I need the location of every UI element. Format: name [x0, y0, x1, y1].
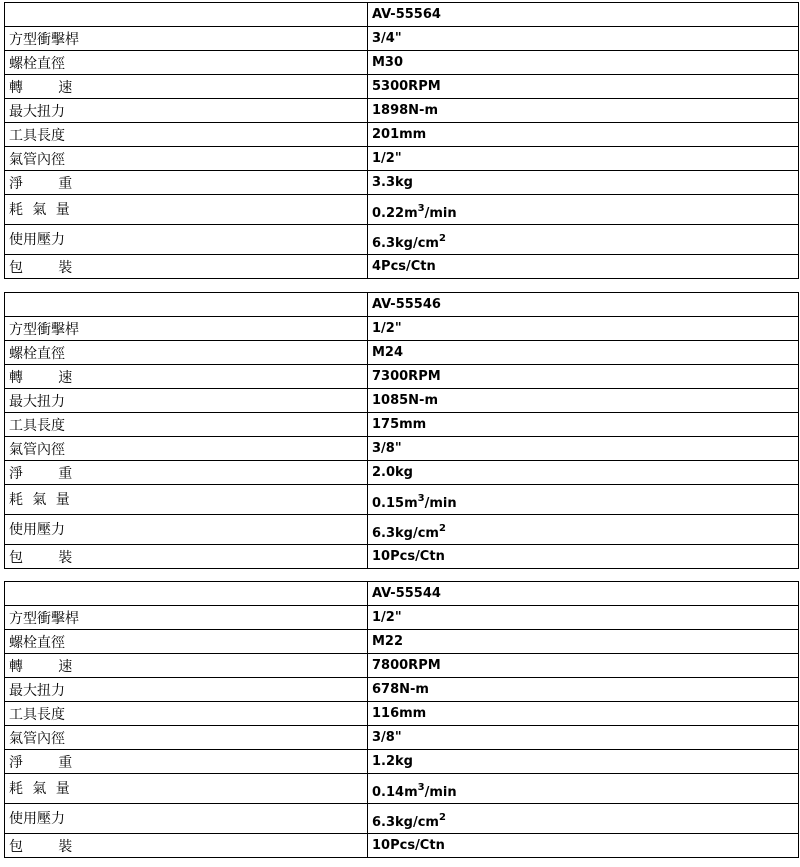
spec-label: 方型衝擊桿: [5, 606, 368, 630]
spec-row: [5, 99, 799, 123]
spec-value-text: 3/8": [372, 441, 402, 456]
spec-label: 螺栓直徑: [5, 630, 368, 654]
spec-value-text: M30: [372, 55, 404, 70]
spec-value-text: M24: [372, 345, 404, 360]
spec-value: [368, 389, 799, 413]
spec-label: 使用壓力: [5, 804, 368, 834]
unit-superscript: 3: [417, 782, 425, 793]
spec-value: [368, 27, 799, 51]
spec-value: [368, 726, 799, 750]
spec-value: [368, 51, 799, 75]
spec-row: [5, 389, 799, 413]
spec-value-text: 10Pcs/Ctn: [372, 549, 445, 564]
spec-value: [368, 834, 799, 858]
unit-superscript: 3: [417, 203, 425, 214]
spec-value-text: 3/8": [372, 730, 402, 745]
unit-suffix: /min: [424, 785, 457, 800]
unit-superscript: 2: [438, 523, 446, 534]
spec-value: [368, 515, 799, 545]
spec-label: 耗 氣 量: [5, 195, 368, 225]
spec-label: 最大扭力: [5, 389, 368, 413]
spec-value-text: 0.14m: [372, 785, 418, 800]
spec-value: [368, 99, 799, 123]
spec-table: [4, 292, 799, 569]
spec-value: [368, 485, 799, 515]
spec-value: [368, 678, 799, 702]
spec-value-text: 1/2": [372, 151, 402, 166]
spec-value-text: 7800RPM: [372, 658, 441, 673]
spec-row: [5, 51, 799, 75]
spec-row: [5, 437, 799, 461]
spec-label: 使用壓力: [5, 515, 368, 545]
spec-label: 包 裝: [5, 545, 368, 569]
spec-value-text: 7300RPM: [372, 369, 441, 384]
spec-value-text: 175mm: [372, 417, 427, 432]
spec-row: [5, 341, 799, 365]
spec-label: 轉 速: [5, 654, 368, 678]
spec-value: [368, 171, 799, 195]
model-number: AV-55564: [368, 3, 799, 27]
spec-value: [368, 341, 799, 365]
spec-row: [5, 702, 799, 726]
spec-value-text: 1.2kg: [372, 754, 413, 769]
spec-row: [5, 545, 799, 569]
spec-row: [5, 515, 799, 545]
spec-row: [5, 75, 799, 99]
spec-value-text: 116mm: [372, 706, 427, 721]
header-empty-cell: [5, 582, 368, 606]
spec-value-text: 6.3kg/cm: [372, 236, 439, 251]
spec-row: [5, 606, 799, 630]
model-number: AV-55546: [368, 293, 799, 317]
spec-label: 最大扭力: [5, 678, 368, 702]
spec-value: [368, 437, 799, 461]
spec-label: 氣管內徑: [5, 726, 368, 750]
unit-superscript: 2: [438, 233, 446, 244]
spec-label: 淨 重: [5, 750, 368, 774]
spec-value-text: 678N-m: [372, 682, 429, 697]
spec-row: [5, 317, 799, 341]
spec-value-text: 6.3kg/cm: [372, 815, 439, 830]
model-header-row: [5, 293, 799, 317]
model-header-row: [5, 3, 799, 27]
header-empty-cell: [5, 3, 368, 27]
model-header-row: [5, 582, 799, 606]
spec-value: [368, 317, 799, 341]
spec-row: [5, 27, 799, 51]
spec-value-text: 201mm: [372, 127, 427, 142]
spec-label: 氣管內徑: [5, 437, 368, 461]
unit-suffix: /min: [424, 206, 457, 221]
unit-superscript: 2: [438, 812, 446, 823]
spec-label: 包 裝: [5, 255, 368, 279]
spec-row: [5, 678, 799, 702]
spec-value-text: 0.22m: [372, 206, 418, 221]
spec-label: 最大扭力: [5, 99, 368, 123]
spec-value: [368, 774, 799, 804]
spec-value: [368, 413, 799, 437]
spec-row: [5, 225, 799, 255]
spec-row: [5, 171, 799, 195]
unit-superscript: 3: [417, 493, 425, 504]
model-number: AV-55544: [368, 582, 799, 606]
spec-label: 包 裝: [5, 834, 368, 858]
spec-value-text: 5300RPM: [372, 79, 441, 94]
spec-value-text: M22: [372, 634, 404, 649]
spec-label: 耗 氣 量: [5, 485, 368, 515]
spec-value: [368, 75, 799, 99]
spec-row: [5, 485, 799, 515]
spec-row: [5, 413, 799, 437]
spec-value-text: 10Pcs/Ctn: [372, 838, 445, 853]
spec-label: 方型衝擊桿: [5, 27, 368, 51]
spec-value: [368, 804, 799, 834]
spec-label: 轉 速: [5, 75, 368, 99]
spec-value-text: 1/2": [372, 321, 402, 336]
spec-label: 氣管內徑: [5, 147, 368, 171]
spec-value: [368, 606, 799, 630]
spec-value: [368, 461, 799, 485]
spec-row: [5, 774, 799, 804]
spec-value: [368, 702, 799, 726]
spec-value: [368, 630, 799, 654]
spec-label: 使用壓力: [5, 225, 368, 255]
spec-row: [5, 834, 799, 858]
spec-value: [368, 255, 799, 279]
spec-row: [5, 365, 799, 389]
spec-row: [5, 804, 799, 834]
spec-value-text: 3.3kg: [372, 175, 413, 190]
header-empty-cell: [5, 293, 368, 317]
spec-row: [5, 726, 799, 750]
spec-label: 淨 重: [5, 461, 368, 485]
spec-row: [5, 147, 799, 171]
unit-suffix: /min: [424, 496, 457, 511]
spec-table: [4, 581, 799, 858]
spec-value: [368, 123, 799, 147]
spec-label: 螺栓直徑: [5, 341, 368, 365]
spec-label: 耗 氣 量: [5, 774, 368, 804]
spec-row: [5, 255, 799, 279]
spec-label: 工具長度: [5, 123, 368, 147]
spec-label: 方型衝擊桿: [5, 317, 368, 341]
spec-row: [5, 750, 799, 774]
spec-value-text: 2.0kg: [372, 465, 413, 480]
spec-row: [5, 195, 799, 225]
spec-value-text: 4Pcs/Ctn: [372, 259, 436, 274]
spec-label: 工具長度: [5, 702, 368, 726]
spec-label: 轉 速: [5, 365, 368, 389]
spec-label: 淨 重: [5, 171, 368, 195]
spec-row: [5, 461, 799, 485]
spec-row: [5, 654, 799, 678]
spec-value-text: 1898N-m: [372, 103, 439, 118]
spec-value-text: 1/2": [372, 610, 402, 625]
spec-value: [368, 225, 799, 255]
spec-row: [5, 123, 799, 147]
spec-value: [368, 750, 799, 774]
spec-value: [368, 365, 799, 389]
spec-label: 螺栓直徑: [5, 51, 368, 75]
spec-value: [368, 147, 799, 171]
spec-value-text: 1085N-m: [372, 393, 439, 408]
spec-label: 工具長度: [5, 413, 368, 437]
spec-value-text: 3/4": [372, 31, 402, 46]
spec-value: [368, 545, 799, 569]
spec-value: [368, 654, 799, 678]
spec-table: [4, 2, 799, 279]
spec-value-text: 0.15m: [372, 496, 418, 511]
spec-value-text: 6.3kg/cm: [372, 526, 439, 541]
spec-value: [368, 195, 799, 225]
spec-row: [5, 630, 799, 654]
